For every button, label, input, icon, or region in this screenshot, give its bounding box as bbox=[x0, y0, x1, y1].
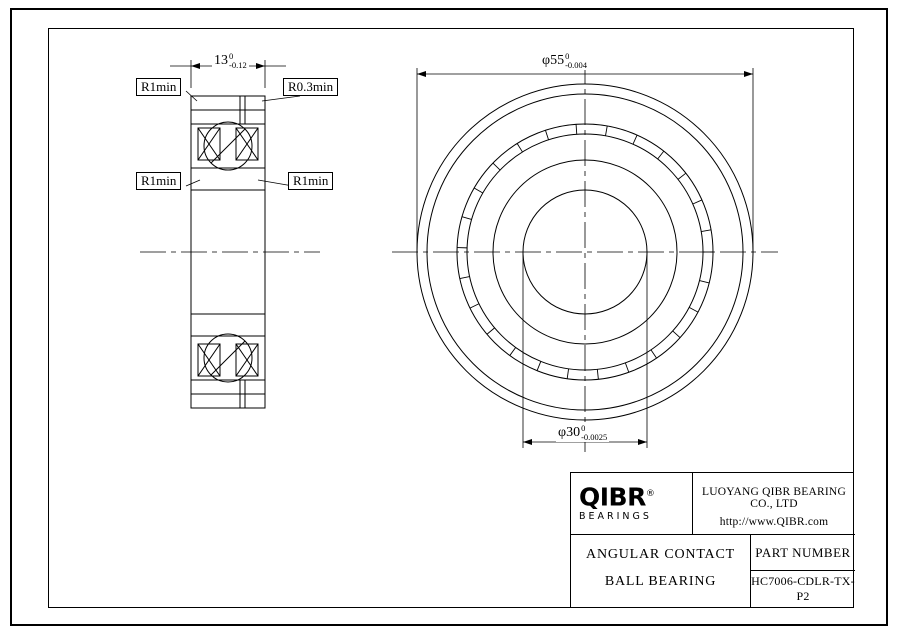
registered-trademark-icon: ® bbox=[645, 489, 655, 499]
inner-ring-top bbox=[191, 168, 265, 190]
inner-ring-bottom bbox=[191, 314, 265, 336]
width-tol-lower: -0.12 bbox=[229, 60, 247, 70]
logo-text bbox=[579, 481, 689, 510]
bore-tol-upper: 0 bbox=[581, 423, 586, 433]
bore-value: 30 bbox=[566, 425, 581, 441]
logo-subtitle: BEARINGS bbox=[579, 511, 652, 523]
title-block bbox=[570, 472, 854, 608]
width-dimension-label bbox=[212, 52, 249, 70]
od-tol-lower: -0.004 bbox=[565, 60, 588, 70]
company-name: LUOYANG QIBR BEARING CO., LTD bbox=[702, 486, 846, 510]
diameter-symbol-od: φ bbox=[542, 53, 551, 69]
logo-cell bbox=[571, 473, 693, 535]
callout-chamfer-top-right: R0.3min bbox=[283, 78, 338, 96]
od-value: 55 bbox=[550, 53, 565, 69]
bore-tol-lower: -0.0025 bbox=[581, 432, 608, 442]
center-lines bbox=[140, 58, 778, 452]
od-dimension-label bbox=[540, 52, 589, 70]
logo-wordmark: QIBR bbox=[579, 482, 646, 512]
company-url: http://www.QIBR.com bbox=[719, 516, 829, 528]
company-cell bbox=[693, 473, 855, 535]
outer-ring-top bbox=[191, 96, 265, 124]
product-type-line1: ANGULAR CONTACT bbox=[586, 547, 735, 562]
product-type-cell bbox=[571, 535, 751, 608]
callout-chamfer-mid-right: R1min bbox=[288, 172, 333, 190]
ball-top bbox=[204, 122, 252, 170]
product-type-line2: BALL BEARING bbox=[604, 574, 717, 589]
cage-hatch-top-right bbox=[236, 128, 258, 160]
qibr-logo bbox=[579, 481, 689, 522]
diameter-symbol-bore: φ bbox=[558, 425, 567, 441]
callout-chamfer-mid-left: R1min bbox=[136, 172, 181, 190]
cage-hatch-bottom-right bbox=[236, 344, 258, 376]
callout-chamfer-top-left: R1min bbox=[136, 78, 181, 96]
width-tol-upper: 0 bbox=[229, 51, 234, 61]
od-tol-upper: 0 bbox=[565, 51, 570, 61]
width-value: 13 bbox=[214, 53, 228, 69]
outer-ring-bottom bbox=[191, 380, 265, 408]
cage-hatch-top-left bbox=[198, 128, 220, 160]
part-number-label: PART NUMBER bbox=[751, 535, 855, 571]
cage-hatch-bottom-left bbox=[198, 344, 220, 376]
bore-dimension-label bbox=[556, 424, 609, 442]
part-number-cell bbox=[751, 535, 855, 608]
ball-bottom bbox=[204, 334, 252, 382]
part-number-value: HC7006-CDLR-TX-P2 bbox=[751, 574, 855, 603]
